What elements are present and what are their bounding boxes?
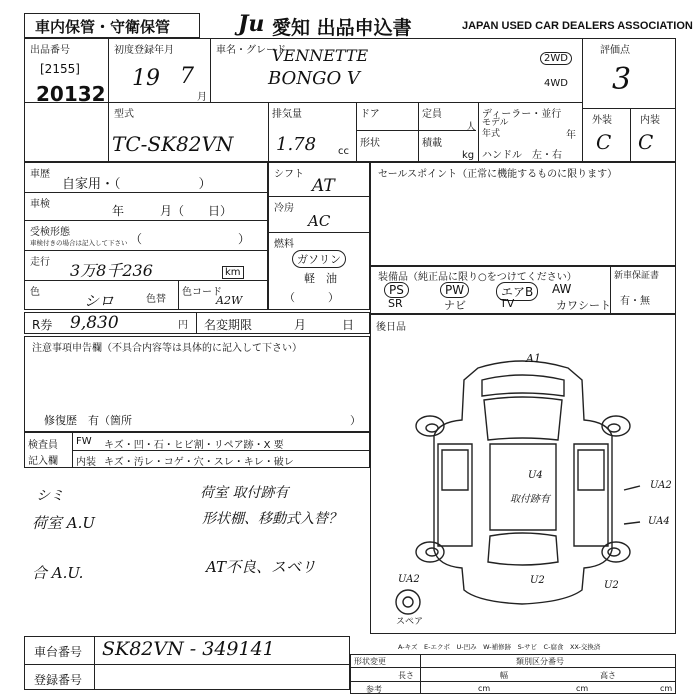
storage-label-box xyxy=(24,13,200,38)
doors-label: ドア xyxy=(360,109,380,120)
rename-value: 月 日 xyxy=(294,318,355,332)
recycle-label: R券 xyxy=(32,318,53,332)
note-au: 合 A.U. xyxy=(32,564,84,582)
car-damage-diagram xyxy=(372,340,674,632)
interior-damage-list: キズ・汚レ・コゲ・穴・スレ・キレ・破レ xyxy=(104,457,294,468)
damage-legend: A-キズ E-エクボ U-凹み W-補修跡 S-サビ C-腐食 XX-交換済 xyxy=(398,643,601,651)
capacity-unit: 人 xyxy=(466,122,476,133)
equipment-item-7: TV xyxy=(500,297,515,310)
storage-label: 車内保管・守衛保管 xyxy=(35,18,171,36)
handle-label: ハンドル 左・右 xyxy=(482,150,562,161)
drive-4wd: 4WD xyxy=(544,78,568,89)
chassis-number: SK82VN - 349141 xyxy=(102,638,275,660)
damage-right-ua2: UA2 xyxy=(650,480,672,491)
ju-logo-icon: Ju xyxy=(238,11,265,37)
damage-left-ua2: UA2 xyxy=(398,574,420,585)
shift-label: シフト xyxy=(274,169,304,180)
form-title: 愛知 出品申込書 xyxy=(272,17,412,39)
repair-history-close: ） xyxy=(350,414,361,427)
mileage-label: 走行 xyxy=(30,257,50,268)
cooling-label: 冷房 xyxy=(274,203,294,214)
cc-unit: cc xyxy=(338,146,349,157)
drive-2wd: 2WD xyxy=(540,52,572,65)
model-line1: VENNETTE xyxy=(272,46,369,65)
mileage-unit: km xyxy=(222,266,244,279)
fuel-label: 燃料 xyxy=(274,239,294,250)
model-year-label: モデル年式 xyxy=(482,118,509,139)
equipment-item-2: PW xyxy=(440,282,469,298)
width-label: 幅 xyxy=(500,671,508,680)
first-reg-label: 初度登録年月 xyxy=(114,45,174,56)
notice-label: 注意事項申告欄（不具合内容等は具体的に記入して下さい） xyxy=(32,343,302,354)
capacity-label: 定員 xyxy=(422,109,442,120)
damage-roof-u4: U4 xyxy=(528,470,543,481)
grade-label: 評価点 xyxy=(600,45,630,56)
shape-label: 形状 xyxy=(360,138,380,149)
recycle-unit: 円 xyxy=(178,320,188,331)
equipment-item-5: SR xyxy=(388,297,403,310)
spare-label: スペア xyxy=(396,617,424,627)
cm-unit-1: cm xyxy=(478,684,491,693)
chassis-label: 車台番号 xyxy=(34,645,83,659)
fw-damage-list: キズ・凹・石・ヒビ割・リペア跡・X 要 xyxy=(104,440,284,451)
lot-label: 出品番号 xyxy=(30,45,70,56)
new-car-warranty-value: 有・無 xyxy=(620,296,650,307)
receiving-value: （ ） xyxy=(130,232,251,246)
damage-a1: A1 xyxy=(526,352,541,365)
note-shelf: 形状棚、移動式入替？ xyxy=(202,511,342,527)
load-unit: kg xyxy=(462,150,475,161)
cm-unit-3: cm xyxy=(660,684,673,693)
length-label: 長さ xyxy=(398,671,414,680)
grade-value: 3 xyxy=(612,62,632,97)
shape-change-label: 形状変更 xyxy=(354,657,386,666)
first-reg-month: 7 xyxy=(180,64,194,89)
displacement-value: 1.78 xyxy=(276,134,317,155)
first-reg-year: 19 xyxy=(132,66,160,91)
cooling-value: AC xyxy=(308,212,331,230)
note-at-fault: AT不良、スベリ xyxy=(206,558,317,576)
damage-right-ua4: UA4 xyxy=(648,516,670,527)
equipment-item-1: PS xyxy=(384,282,409,298)
inspection-value: 年 月（ 日） xyxy=(112,204,233,218)
inspector-entry-label: 記入欄 xyxy=(28,456,58,467)
load-label: 積載 xyxy=(422,138,442,149)
exterior-value: C xyxy=(596,130,612,154)
receiving-label: 受検形態 xyxy=(30,227,70,238)
interior-value: C xyxy=(638,130,654,154)
color-value: シロ xyxy=(84,292,115,310)
interior-label: 内装 xyxy=(640,115,660,126)
inspector-label: 検査員 xyxy=(28,440,58,451)
cm-unit-2: cm xyxy=(576,684,589,693)
association-name: JAPAN USED CAR DEALERS ASSOCIATION xyxy=(462,20,693,32)
year-unit: 年 xyxy=(566,130,576,141)
equipment-grid xyxy=(380,282,611,312)
type-value: TC-SK82VN xyxy=(112,132,234,156)
fuel-diesel: 軽 油 xyxy=(304,272,337,285)
history-label: 車歴 xyxy=(30,169,50,180)
repair-history-label: 修復歴 有（箇所 xyxy=(44,414,132,427)
equipment-label: 装備品（純正品に限り○をつけてください） xyxy=(378,272,577,283)
model-line2: BONGO V xyxy=(268,68,360,89)
sales-point-label: セールスポイント（正常に機能するものに限ります） xyxy=(378,169,618,180)
type-label: 型式 xyxy=(114,109,134,120)
equipment-item-3: エアB xyxy=(496,282,538,301)
new-car-warranty-label: 新車保証書 xyxy=(614,271,660,281)
damage-rear-right-u2: U2 xyxy=(604,580,619,591)
fuel-gasoline: ガソリン xyxy=(292,250,346,268)
color-code-value: A2W xyxy=(216,294,243,307)
displacement-label: 排気量 xyxy=(272,109,302,120)
dealer-label: ディーラー・並行 xyxy=(482,109,562,120)
equipment-item-4: AW xyxy=(552,282,572,296)
lot-number: 20132 xyxy=(36,82,106,106)
model-label: 車名・グレード xyxy=(216,45,286,56)
inspection-label: 車検 xyxy=(30,199,50,210)
shift-value: AT xyxy=(312,176,335,196)
month-unit: 月 xyxy=(197,92,207,103)
note-stain: シミ xyxy=(36,488,64,504)
reference-label: 参考 xyxy=(366,685,382,694)
exterior-label: 外装 xyxy=(592,115,612,126)
fuel-other: （ ） xyxy=(284,291,339,304)
height-label: 高さ xyxy=(600,671,616,680)
fw-tag: FW xyxy=(76,436,92,447)
class-change-label: 類別区分番号 xyxy=(516,657,564,666)
equipment-item-6: ナビ xyxy=(444,299,466,312)
later-items-label: 後日品 xyxy=(376,322,406,333)
registration-label: 登録番号 xyxy=(34,673,83,687)
color-change-label: 色替 xyxy=(146,294,166,305)
damage-roof-note: 取付跡有 xyxy=(510,494,550,505)
note-cargo: 荷室 A.U xyxy=(32,514,96,532)
rename-label: 名変期限 xyxy=(204,318,253,332)
lot-sub: [2155] xyxy=(40,62,80,76)
receiving-note: 車検付きの場合は記入して下さい xyxy=(30,239,128,247)
damage-rear-u2: U2 xyxy=(530,575,545,586)
color-code-label: 色コード xyxy=(182,287,222,298)
note-mount-trace: 荷室 取付跡有 xyxy=(200,485,289,501)
recycle-value: 9,830 xyxy=(70,313,119,333)
color-label: 色 xyxy=(30,287,40,298)
history-value: 自家用・（ ） xyxy=(62,177,212,192)
equipment-item-8: カワシート xyxy=(556,299,611,312)
mileage-value: 3万8千236 xyxy=(70,261,153,280)
interior-tag: 内装 xyxy=(76,457,96,468)
